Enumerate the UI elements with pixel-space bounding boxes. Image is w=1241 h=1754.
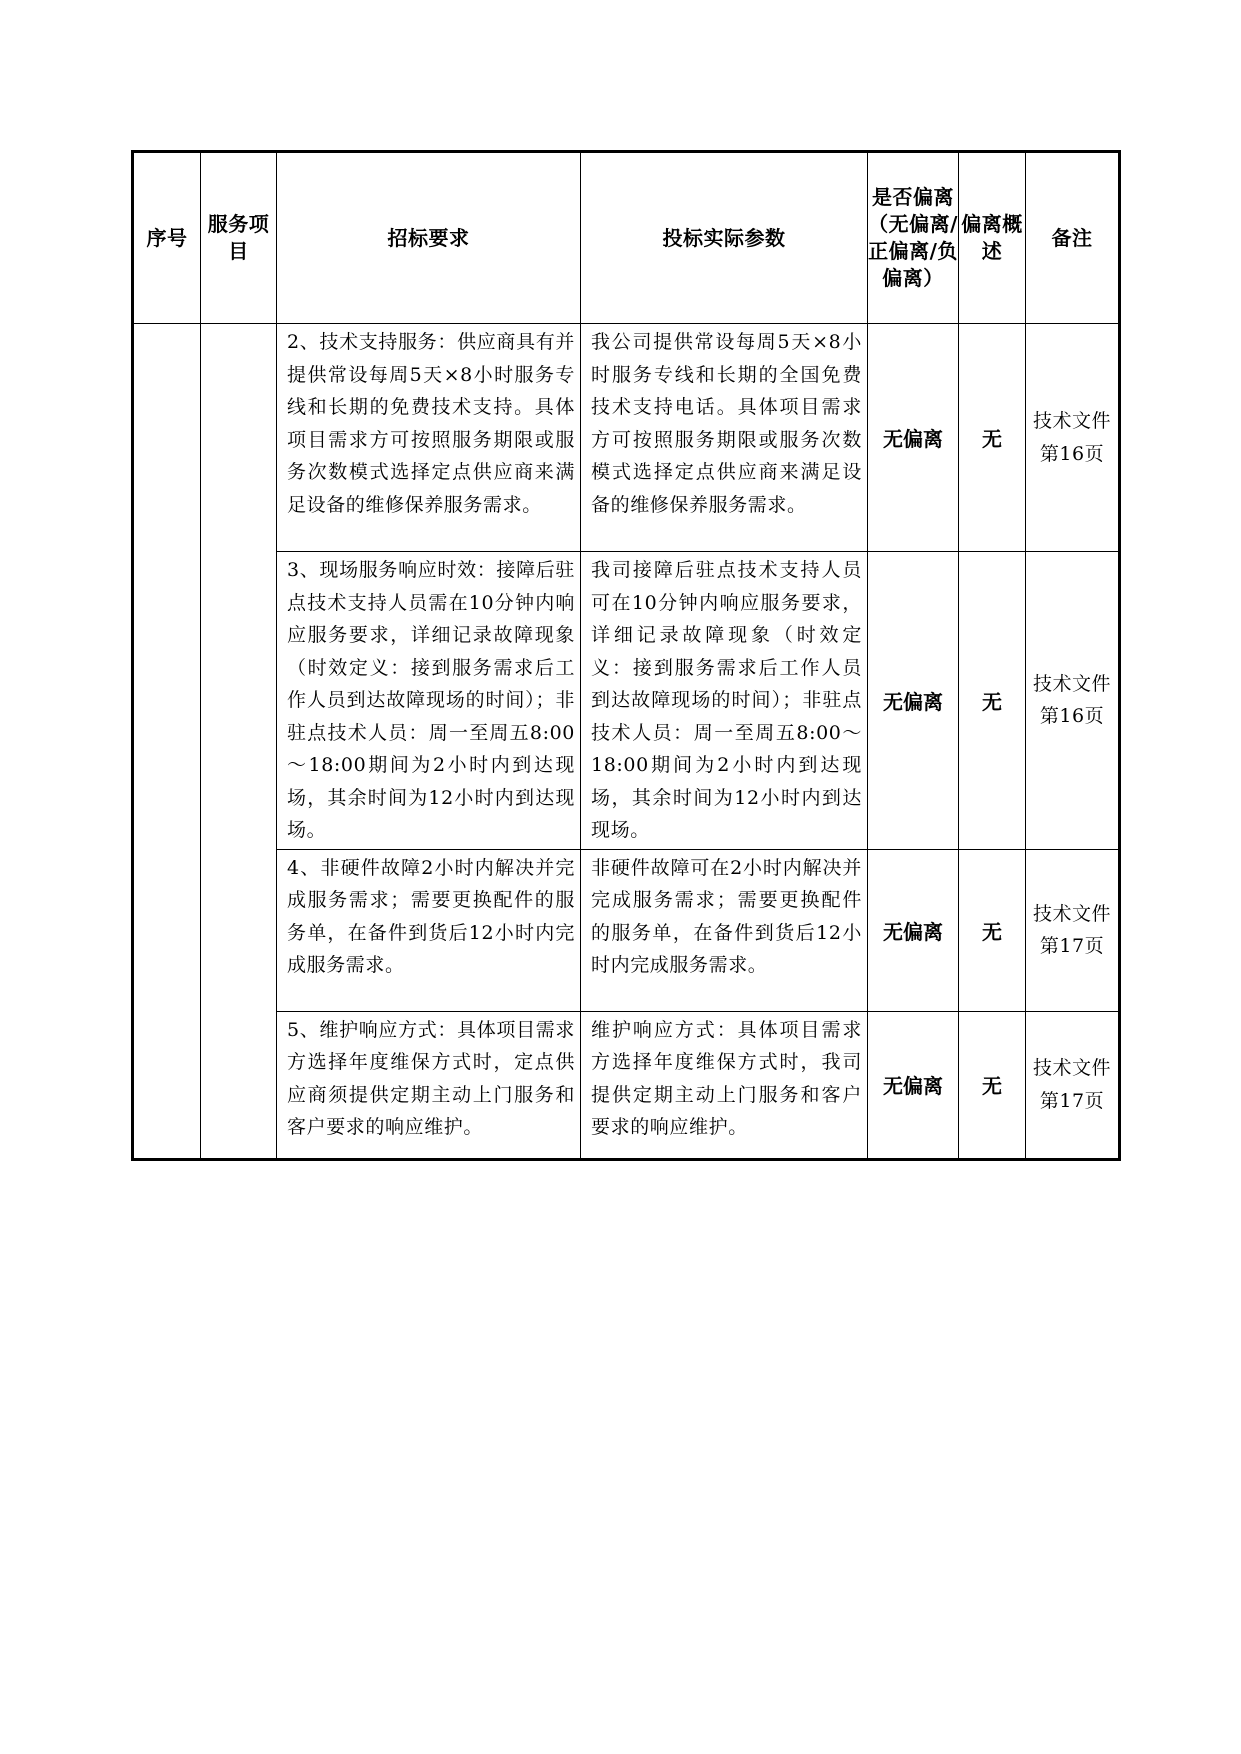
- requirement-cell: 4、非硬件故障2小时内解决并完成服务需求；需要更换配件的服务单，在备件到货后12小时内完成服务需求。: [277, 849, 581, 1011]
- table-row: [133, 552, 1120, 850]
- table-row: [133, 1011, 1120, 1159]
- requirement-cell: 2、技术支持服务：供应商具有并提供常设每周5天×8小时服务专线和长期的免费技术支持。具体项目需求方可按照服务期限或服务次数模式选择定点供应商来满足设备的维修保养服务需求。: [277, 324, 581, 552]
- header-deviation-summary: 偏离概述: [959, 152, 1026, 324]
- table-row: [133, 324, 1120, 552]
- actual-params-cell: 我司接障后驻点技术支持人员可在10分钟内响应服务要求，详细记录故障现象（时效定义：接到服务需求后工作人员到达故障现场的时间）；非驻点技术人员：周一至周五8:00～18:00期间为2小时内到达现场，其余时间为12小时内到达现场。: [581, 552, 868, 850]
- header-seq: 序号: [133, 152, 201, 324]
- remark-cell: 技术文件第17页: [1026, 849, 1120, 1011]
- header-remark: 备注: [1026, 152, 1120, 324]
- actual-params-cell: 维护响应方式：具体项目需求方选择年度维保方式时，我司提供定期主动上门服务和客户要求的响应维护。: [581, 1011, 868, 1159]
- deviation-cell: 无偏离: [868, 849, 959, 1011]
- remark-cell: 技术文件第16页: [1026, 324, 1120, 552]
- header-actual-params: 投标实际参数: [581, 152, 868, 324]
- seq-cell: [133, 324, 201, 1160]
- deviation-summary-cell: 无: [959, 324, 1026, 552]
- deviation-table: [131, 150, 1121, 1161]
- deviation-summary-cell: 无: [959, 1011, 1026, 1159]
- requirement-cell: 5、维护响应方式：具体项目需求方选择年度维保方式时，定点供应商须提供定期主动上门服务和客户要求的响应维护。: [277, 1011, 581, 1159]
- deviation-cell: 无偏离: [868, 324, 959, 552]
- remark-cell: 技术文件第16页: [1026, 552, 1120, 850]
- actual-params-cell: 非硬件故障可在2小时内解决并完成服务需求；需要更换配件的服务单，在备件到货后12小时内完成服务需求。: [581, 849, 868, 1011]
- header-deviation: 是否偏离（无偏离/正偏离/负偏离）: [868, 152, 959, 324]
- deviation-table-container: [131, 150, 1118, 1161]
- remark-cell: 技术文件第17页: [1026, 1011, 1120, 1159]
- deviation-cell: 无偏离: [868, 552, 959, 850]
- table-header-row: [133, 152, 1120, 324]
- deviation-summary-cell: 无: [959, 849, 1026, 1011]
- table-row: [133, 849, 1120, 1011]
- service-item-cell: [201, 324, 277, 1160]
- deviation-cell: 无偏离: [868, 1011, 959, 1159]
- requirement-cell: 3、现场服务响应时效：接障后驻点技术支持人员需在10分钟内响应服务要求，详细记录故障现象（时效定义：接到服务需求后工作人员到达故障现场的时间）；非驻点技术人员：周一至周五8:00～18:00期间为2小时内到达现场，其余时间为12小时内到达现场。: [277, 552, 581, 850]
- header-service-item: 服务项目: [201, 152, 277, 324]
- actual-params-cell: 我公司提供常设每周5天×8小时服务专线和长期的全国免费技术支持电话。具体项目需求方可按照服务期限或服务次数模式选择定点供应商来满足设备的维修保养服务需求。: [581, 324, 868, 552]
- header-requirement: 招标要求: [277, 152, 581, 324]
- deviation-summary-cell: 无: [959, 552, 1026, 850]
